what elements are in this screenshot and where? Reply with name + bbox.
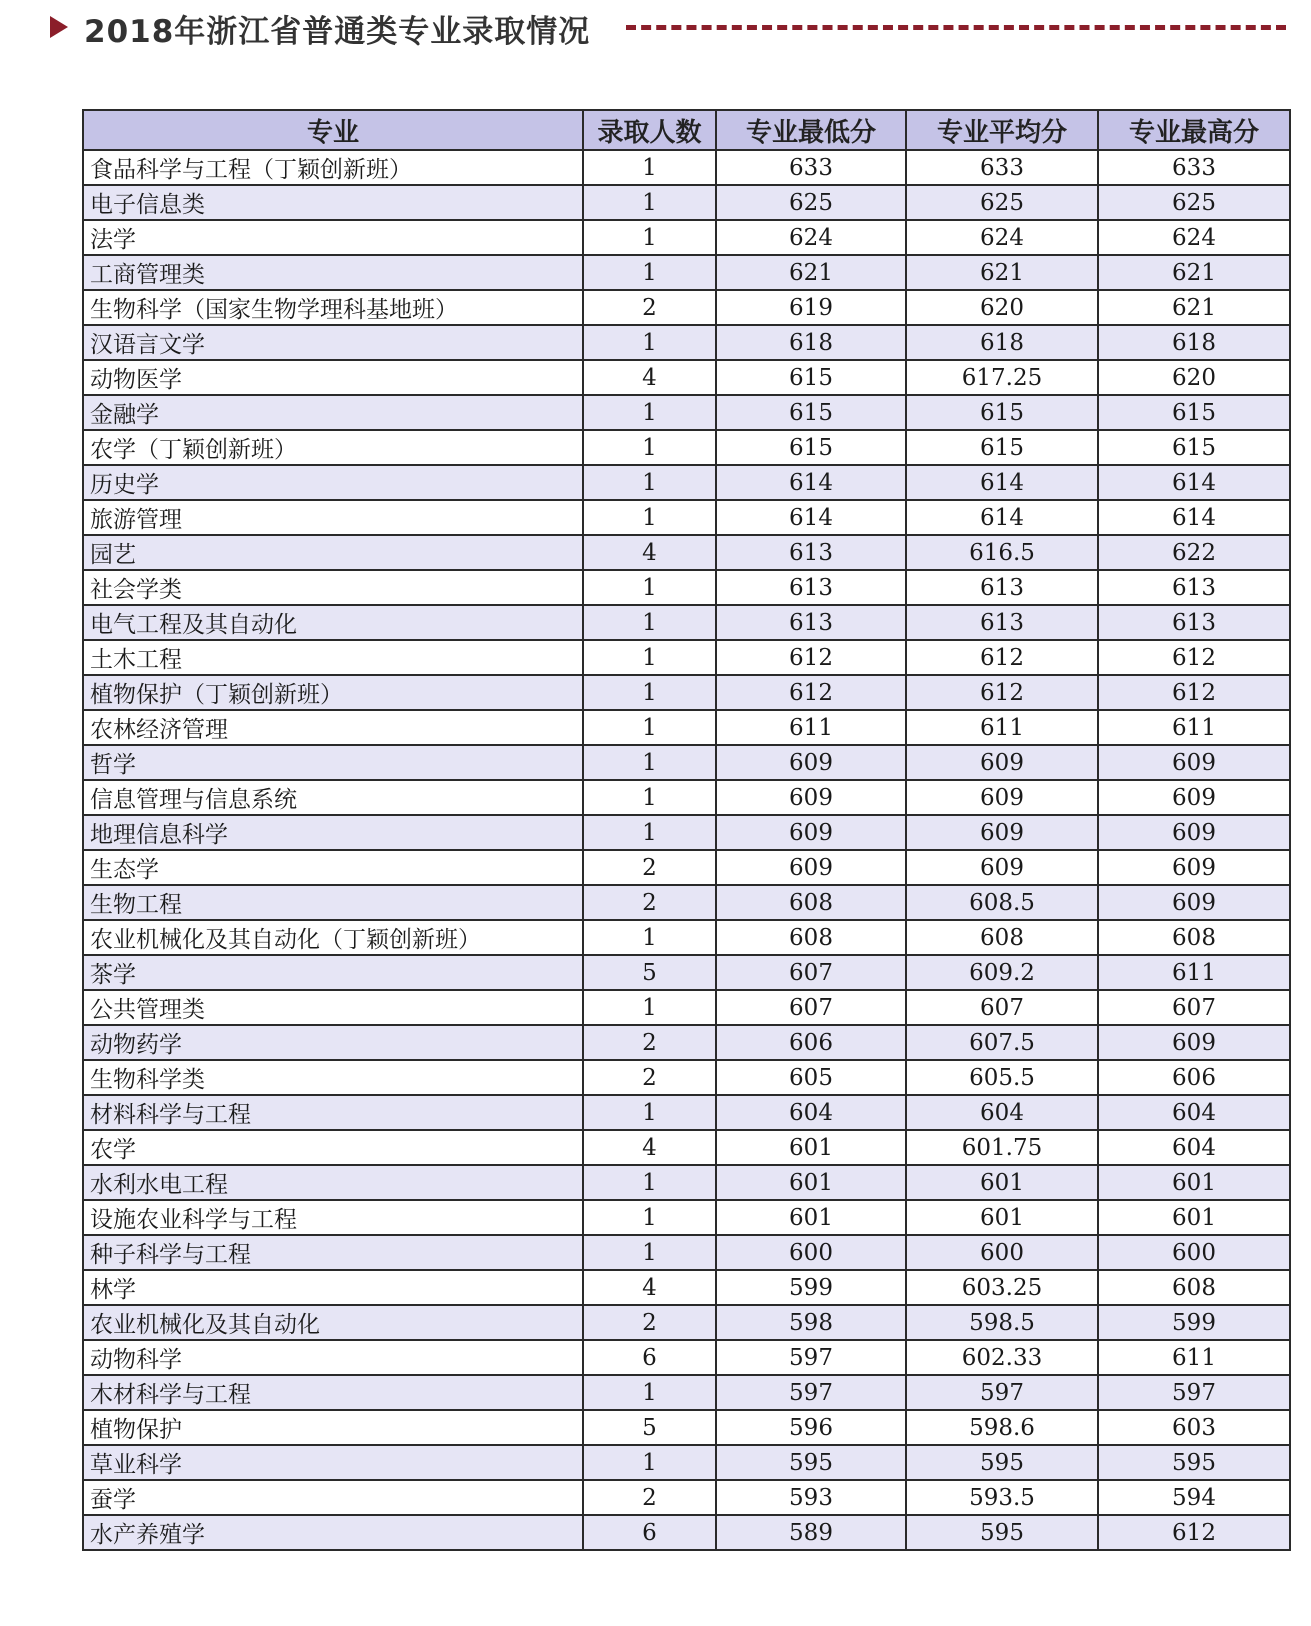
cell-min-score: 615 [716,430,906,465]
admissions-table [82,109,1291,1551]
cell-max-score: 621 [1098,255,1290,290]
table-row [83,570,1290,605]
cell-max-score: 615 [1098,395,1290,430]
column-header-major: 专业 [83,110,583,150]
page-title: 2018年浙江省普通类专业录取情况 [84,14,591,50]
cell-min-score: 604 [716,1095,906,1130]
table-row [83,640,1290,675]
cell-min-score: 609 [716,780,906,815]
table-row [83,1515,1290,1550]
cell-count: 2 [583,885,716,920]
cell-max-score: 609 [1098,780,1290,815]
column-header-avg-score: 专业平均分 [906,110,1098,150]
table-row [83,955,1290,990]
cell-max-score: 614 [1098,500,1290,535]
cell-count: 1 [583,500,716,535]
cell-avg-score: 603.25 [906,1270,1098,1305]
cell-major: 林学 [83,1270,583,1305]
table-row [83,990,1290,1025]
cell-avg-score: 620 [906,290,1098,325]
cell-max-score: 609 [1098,850,1290,885]
cell-min-score: 613 [716,570,906,605]
cell-major: 材料科学与工程 [83,1095,583,1130]
cell-major: 历史学 [83,465,583,500]
cell-major: 植物保护（丁颖创新班） [83,675,583,710]
cell-major: 电气工程及其自动化 [83,605,583,640]
table-row [83,920,1290,955]
table-row [83,255,1290,290]
cell-count: 1 [583,815,716,850]
cell-max-score: 601 [1098,1165,1290,1200]
table-row [83,1130,1290,1165]
cell-max-score: 601 [1098,1200,1290,1235]
cell-count: 1 [583,1095,716,1130]
cell-avg-score: 601 [906,1200,1098,1235]
cell-avg-score: 601.75 [906,1130,1098,1165]
cell-min-score: 607 [716,990,906,1025]
cell-min-score: 609 [716,850,906,885]
table-row [83,850,1290,885]
table-row [83,430,1290,465]
cell-max-score: 625 [1098,185,1290,220]
cell-max-score: 612 [1098,675,1290,710]
cell-major: 法学 [83,220,583,255]
table-row [83,710,1290,745]
cell-major: 农业机械化及其自动化（丁颖创新班） [83,920,583,955]
table-row [83,185,1290,220]
cell-min-score: 600 [716,1235,906,1270]
cell-min-score: 609 [716,745,906,780]
cell-min-score: 633 [716,150,906,185]
cell-major: 工商管理类 [83,255,583,290]
cell-count: 5 [583,955,716,990]
cell-avg-score: 609 [906,815,1098,850]
table-row [83,1305,1290,1340]
cell-count: 1 [583,570,716,605]
cell-min-score: 597 [716,1340,906,1375]
table-row [83,1060,1290,1095]
cell-major: 种子科学与工程 [83,1235,583,1270]
table-row [83,1095,1290,1130]
cell-avg-score: 624 [906,220,1098,255]
table-row [83,150,1290,185]
column-header-count: 录取人数 [583,110,716,150]
cell-count: 1 [583,1165,716,1200]
cell-min-score: 615 [716,395,906,430]
cell-major: 土木工程 [83,640,583,675]
cell-min-score: 606 [716,1025,906,1060]
table-row [83,500,1290,535]
cell-major: 园艺 [83,535,583,570]
cell-min-score: 601 [716,1130,906,1165]
cell-major: 动物药学 [83,1025,583,1060]
cell-major: 电子信息类 [83,185,583,220]
table-row [83,885,1290,920]
cell-count: 1 [583,325,716,360]
cell-count: 2 [583,850,716,885]
table-row [83,815,1290,850]
cell-max-score: 611 [1098,710,1290,745]
cell-min-score: 614 [716,500,906,535]
cell-avg-score: 605.5 [906,1060,1098,1095]
cell-max-score: 594 [1098,1480,1290,1515]
cell-max-score: 614 [1098,465,1290,500]
cell-count: 1 [583,185,716,220]
cell-major: 动物科学 [83,1340,583,1375]
cell-min-score: 596 [716,1410,906,1445]
cell-min-score: 601 [716,1200,906,1235]
triangle-bullet-icon [50,16,68,38]
cell-min-score: 612 [716,640,906,675]
cell-count: 2 [583,1025,716,1060]
cell-avg-score: 602.33 [906,1340,1098,1375]
cell-count: 1 [583,605,716,640]
cell-count: 4 [583,360,716,395]
cell-max-score: 597 [1098,1375,1290,1410]
header-row [83,110,1290,150]
cell-major: 公共管理类 [83,990,583,1025]
cell-min-score: 619 [716,290,906,325]
cell-count: 1 [583,780,716,815]
cell-avg-score: 612 [906,640,1098,675]
cell-count: 6 [583,1515,716,1550]
cell-avg-score: 609 [906,745,1098,780]
cell-min-score: 605 [716,1060,906,1095]
page-header [0,0,1311,60]
cell-avg-score: 595 [906,1515,1098,1550]
cell-max-score: 624 [1098,220,1290,255]
cell-avg-score: 597 [906,1375,1098,1410]
cell-avg-score: 608.5 [906,885,1098,920]
cell-min-score: 593 [716,1480,906,1515]
cell-count: 1 [583,990,716,1025]
cell-major: 社会学类 [83,570,583,605]
cell-major: 水利水电工程 [83,1165,583,1200]
cell-major: 蚕学 [83,1480,583,1515]
cell-max-score: 609 [1098,745,1290,780]
cell-max-score: 611 [1098,955,1290,990]
cell-major: 哲学 [83,745,583,780]
cell-major: 旅游管理 [83,500,583,535]
table-row [83,395,1290,430]
cell-avg-score: 595 [906,1445,1098,1480]
cell-min-score: 625 [716,185,906,220]
cell-max-score: 606 [1098,1060,1290,1095]
cell-avg-score: 609 [906,850,1098,885]
cell-count: 4 [583,1270,716,1305]
cell-major: 生物科学（国家生物学理科基地班） [83,290,583,325]
cell-max-score: 612 [1098,640,1290,675]
cell-major: 生物科学类 [83,1060,583,1095]
cell-major: 金融学 [83,395,583,430]
cell-min-score: 599 [716,1270,906,1305]
cell-max-score: 612 [1098,1515,1290,1550]
cell-max-score: 600 [1098,1235,1290,1270]
table-row [83,1235,1290,1270]
cell-avg-score: 614 [906,465,1098,500]
cell-max-score: 613 [1098,570,1290,605]
table-header [83,110,1290,150]
cell-min-score: 608 [716,885,906,920]
cell-major: 草业科学 [83,1445,583,1480]
table-row [83,290,1290,325]
cell-major: 动物医学 [83,360,583,395]
cell-major: 生物工程 [83,885,583,920]
cell-count: 1 [583,675,716,710]
cell-max-score: 609 [1098,885,1290,920]
cell-major: 汉语言文学 [83,325,583,360]
cell-count: 2 [583,1060,716,1095]
cell-max-score: 618 [1098,325,1290,360]
table-row [83,360,1290,395]
cell-max-score: 620 [1098,360,1290,395]
cell-avg-score: 598.6 [906,1410,1098,1445]
table-row [83,1375,1290,1410]
table-row [83,1165,1290,1200]
table-row [83,1480,1290,1515]
cell-avg-score: 609.2 [906,955,1098,990]
cell-count: 1 [583,1235,716,1270]
cell-major: 农业机械化及其自动化 [83,1305,583,1340]
table-row [83,465,1290,500]
cell-max-score: 604 [1098,1130,1290,1165]
cell-min-score: 595 [716,1445,906,1480]
cell-avg-score: 613 [906,605,1098,640]
table-row [83,675,1290,710]
cell-avg-score: 615 [906,395,1098,430]
cell-avg-score: 621 [906,255,1098,290]
cell-avg-score: 608 [906,920,1098,955]
cell-max-score: 603 [1098,1410,1290,1445]
cell-major: 木材科学与工程 [83,1375,583,1410]
cell-count: 1 [583,1200,716,1235]
table-body [83,150,1290,1550]
table-row [83,1025,1290,1060]
table-row [83,780,1290,815]
cell-max-score: 604 [1098,1095,1290,1130]
cell-min-score: 607 [716,955,906,990]
cell-major: 食品科学与工程（丁颖创新班） [83,150,583,185]
cell-major: 水产养殖学 [83,1515,583,1550]
cell-count: 1 [583,640,716,675]
cell-count: 4 [583,1130,716,1165]
cell-count: 1 [583,465,716,500]
cell-count: 1 [583,395,716,430]
cell-count: 1 [583,1445,716,1480]
cell-avg-score: 633 [906,150,1098,185]
cell-avg-score: 612 [906,675,1098,710]
table-row [83,1270,1290,1305]
cell-avg-score: 607.5 [906,1025,1098,1060]
cell-count: 1 [583,710,716,745]
cell-max-score: 595 [1098,1445,1290,1480]
cell-avg-score: 609 [906,780,1098,815]
cell-major: 信息管理与信息系统 [83,780,583,815]
column-header-max-score: 专业最高分 [1098,110,1290,150]
cell-count: 1 [583,220,716,255]
cell-min-score: 624 [716,220,906,255]
table-row [83,745,1290,780]
cell-major: 地理信息科学 [83,815,583,850]
cell-avg-score: 618 [906,325,1098,360]
cell-max-score: 613 [1098,605,1290,640]
cell-count: 2 [583,290,716,325]
cell-avg-score: 598.5 [906,1305,1098,1340]
table-row [83,220,1290,255]
cell-avg-score: 617.25 [906,360,1098,395]
cell-max-score: 607 [1098,990,1290,1025]
table-row [83,1340,1290,1375]
cell-count: 1 [583,255,716,290]
cell-avg-score: 593.5 [906,1480,1098,1515]
cell-avg-score: 613 [906,570,1098,605]
cell-avg-score: 601 [906,1165,1098,1200]
cell-max-score: 622 [1098,535,1290,570]
cell-major: 生态学 [83,850,583,885]
cell-count: 5 [583,1410,716,1445]
cell-min-score: 613 [716,535,906,570]
cell-count: 1 [583,745,716,780]
cell-major: 茶学 [83,955,583,990]
cell-max-score: 599 [1098,1305,1290,1340]
cell-avg-score: 614 [906,500,1098,535]
cell-min-score: 615 [716,360,906,395]
cell-count: 2 [583,1305,716,1340]
cell-count: 6 [583,1340,716,1375]
dashed-divider [626,25,1286,30]
table-row [83,325,1290,360]
cell-count: 1 [583,920,716,955]
cell-count: 2 [583,1480,716,1515]
cell-max-score: 621 [1098,290,1290,325]
cell-max-score: 633 [1098,150,1290,185]
table-row [83,1200,1290,1235]
cell-major: 农林经济管理 [83,710,583,745]
cell-max-score: 611 [1098,1340,1290,1375]
cell-min-score: 614 [716,465,906,500]
cell-avg-score: 611 [906,710,1098,745]
cell-min-score: 612 [716,675,906,710]
cell-min-score: 601 [716,1165,906,1200]
cell-avg-score: 607 [906,990,1098,1025]
cell-avg-score: 600 [906,1235,1098,1270]
table-row [83,1410,1290,1445]
cell-min-score: 611 [716,710,906,745]
cell-max-score: 609 [1098,1025,1290,1060]
cell-avg-score: 616.5 [906,535,1098,570]
cell-min-score: 598 [716,1305,906,1340]
cell-count: 1 [583,430,716,465]
cell-max-score: 608 [1098,1270,1290,1305]
cell-min-score: 597 [716,1375,906,1410]
cell-min-score: 589 [716,1515,906,1550]
cell-major: 设施农业科学与工程 [83,1200,583,1235]
cell-avg-score: 604 [906,1095,1098,1130]
cell-min-score: 621 [716,255,906,290]
cell-max-score: 609 [1098,815,1290,850]
cell-min-score: 609 [716,815,906,850]
cell-min-score: 613 [716,605,906,640]
table-row [83,535,1290,570]
cell-count: 1 [583,1375,716,1410]
cell-major: 农学 [83,1130,583,1165]
cell-min-score: 608 [716,920,906,955]
cell-major: 农学（丁颖创新班） [83,430,583,465]
column-header-min-score: 专业最低分 [716,110,906,150]
cell-count: 4 [583,535,716,570]
cell-major: 植物保护 [83,1410,583,1445]
cell-max-score: 608 [1098,920,1290,955]
cell-min-score: 618 [716,325,906,360]
cell-avg-score: 615 [906,430,1098,465]
cell-avg-score: 625 [906,185,1098,220]
cell-max-score: 615 [1098,430,1290,465]
table-row [83,1445,1290,1480]
table-row [83,605,1290,640]
cell-count: 1 [583,150,716,185]
